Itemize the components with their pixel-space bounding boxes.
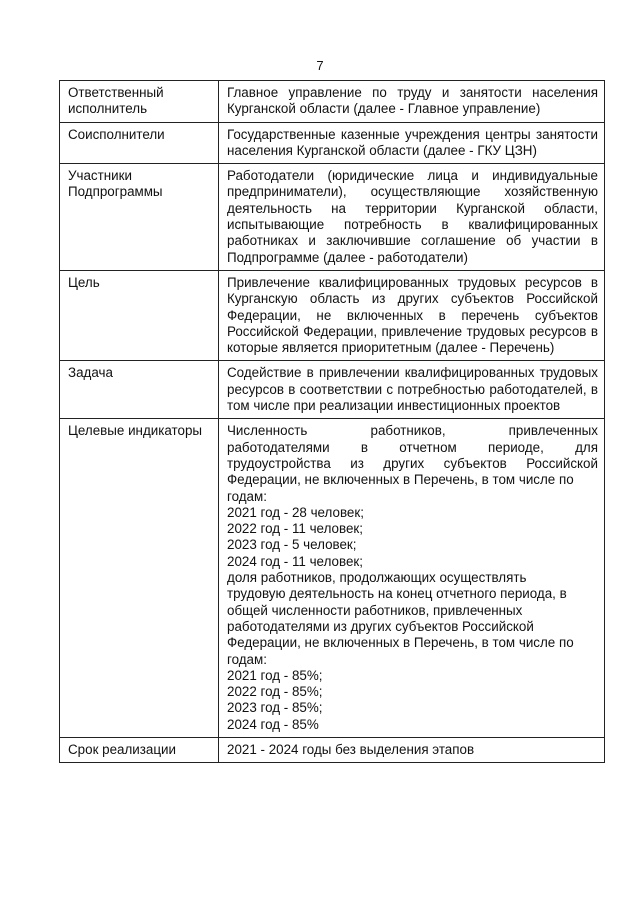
indicator-line: трудовую деятельность на конец отчетного периода, в [227, 586, 567, 602]
indicator-year-line: 2023 год - 5 человек; [227, 537, 357, 553]
value-co-executors: Государственные казенные учреждения центры занятости населения Курганской области (далее - ГКУ ЦЗН) [219, 122, 605, 164]
indicator-line: работодателями из других субъектов Российской [227, 618, 534, 634]
indicator-line: доля работников, продолжающих осуществлять [227, 570, 527, 586]
table-row [60, 361, 605, 419]
indicator-year-line: 2023 год - 85%; [227, 700, 323, 716]
indicator-line: Федерации, не включенных в Перечень, в том числе по [227, 472, 574, 488]
indicator-line: работодателями в отчетном периоде, для [227, 439, 598, 455]
label-goal: Цель [60, 270, 219, 360]
label-target-indicators: Целевые индикаторы [60, 419, 219, 738]
value-responsible-executor: Главное управление по труду и занятости населения Курганской области (далее - Главное управление) [219, 81, 605, 123]
indicator-line: общей численности работников, привлеченных [227, 602, 523, 618]
indicator-line: трудоустройства из других субъектов Российской [227, 455, 598, 471]
indicator-year-line: 2022 год - 85%; [227, 684, 323, 700]
label-responsible-executor: Ответственный исполнитель [60, 81, 219, 123]
label-co-executors: Соисполнители [60, 122, 219, 164]
indicator-line: Федерации, не включенных в Перечень, в том числе по [227, 635, 574, 651]
table-row [60, 81, 605, 123]
indicator-year-line: 2021 год - 28 человек; [227, 504, 364, 520]
indicator-year-line: 2022 год - 11 человек; [227, 521, 363, 537]
table-row [60, 737, 605, 762]
label-participants: Участники Подпрограммы [60, 164, 219, 271]
value-participants: Работодатели (юридические лица и индивидуальные предприниматели), осуществляющие хозяйственную деятельность на территории Курганской области, испытывающие потребность в квалифицированных работниках и заключившие соглашение об участии в Подпрограмме (далее - работодатели) [219, 164, 605, 271]
label-implementation-period: Срок реализации [60, 737, 219, 762]
value-target-indicators [219, 419, 605, 738]
indicator-line: годам: [227, 651, 267, 667]
indicator-year-line: 2024 год - 11 человек; [227, 553, 363, 569]
value-task: Содействие в привлечении квалифицированных трудовых ресурсов в соответствии с потребностью работодателей, в том числе при реализации инвестиционных проектов [219, 361, 605, 419]
indicator-line: Численность работников, привлеченных [227, 423, 598, 439]
indicator-year-line: 2021 год - 85%; [227, 667, 323, 683]
label-task: Задача [60, 361, 219, 419]
value-implementation-period: 2021 - 2024 годы без выделения этапов [219, 737, 605, 762]
value-goal: Привлечение квалифицированных трудовых ресурсов в Курганскую область из других субъектов Российской Федерации, не включенных в перечень субъектов Российской Федерации, привлечение трудовых ресурсов в которые является приоритетным (далее - Перечень) [219, 270, 605, 360]
table-row [60, 270, 605, 360]
page-number: 7 [316, 58, 324, 73]
table-row [60, 419, 605, 738]
subprogram-passport-table [59, 80, 605, 763]
indicator-year-line: 2024 год - 85% [227, 716, 319, 732]
indicator-line: годам: [227, 488, 267, 504]
table-row [60, 164, 605, 271]
table-row [60, 122, 605, 164]
